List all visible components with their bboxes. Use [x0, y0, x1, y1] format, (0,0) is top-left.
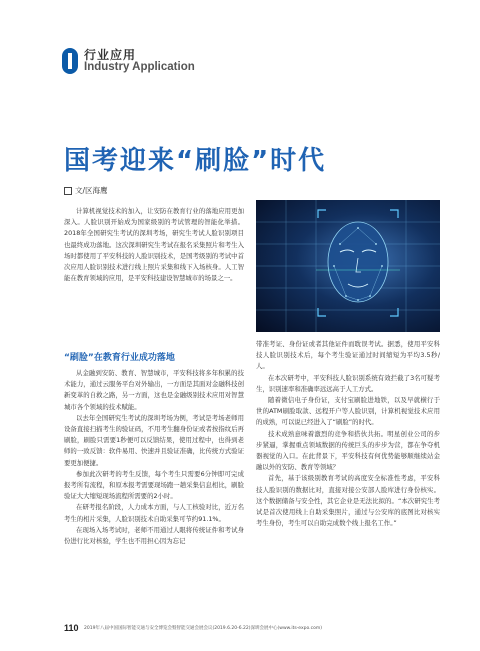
section-heading: “刷脸”在教育行业成功落地 [64, 353, 175, 363]
byline-author: 文/区海鹰 [75, 186, 108, 195]
paragraph: 计算机视觉技术的加入，让安防在教育行业的落地应用更加深入。人脸识别开始成为国家级别的考试管理的智能化举措。2018年全国研究生考试的深圳考场，研究生考试人脸识别项目也最终成功落地。这次深圳研究生考试在报名采集照片和考生入场时都使用了平安科技的人脸识别技术，是国考级别的考试中首次应用人脸识别技术进行线上照片采集和线下入场核身。人工智能在教育领域的应用，是平安科技建设智慧城市的场景之一。 [64, 207, 244, 283]
section-title-cn: 行业应用 [84, 48, 137, 62]
paragraph: 首先，基于该级别教育考试的高度安全标准性考虑，平安科技人脸识别的数据比对，直接对接公安部人脸库进行身份核实。这个数据储备与安全性，其它企业是无法比拟的。“本次研究生考试是首次使用线上自助采集照片，通过与公安库的底图比对核实考生身份，考生可以自助完成数个线上报名工作。” [256, 474, 440, 528]
face-scan-icon [256, 200, 440, 332]
paragraph: 在本次研考中，平安科技人脸识别系统有效拦截了3名可疑考生，识别速率和准确率远远高于人工方式。 [256, 373, 440, 393]
article-title: 国考迎来“刷脸”时代 [64, 146, 327, 176]
section-header [62, 46, 202, 78]
byline [64, 185, 108, 196]
face-recognition-image [256, 200, 440, 332]
page-number: 110 [64, 623, 79, 633]
byline-box-icon [64, 187, 72, 195]
footer-publication: 2019年八届中国国际智能交通与安全博览会暨智能交通会展会议(2019.6.20-6.22)深圳会展中心(www.its-expo.com) [84, 626, 322, 631]
right-column [256, 339, 440, 529]
paragraph: 参加此次研考的考生反馈，每个考生只需要6分钟即可完成报考所有流程，和原本报考需要现场跑一趟采集信息相比，刷脸验证大大缩短现场流程所需要的2小时。 [64, 469, 244, 501]
paragraph: 以去年全国研究生考试的深圳考场为例，考试是考场老师用设备直接扫描考生的验证码，不用考生翻身份证或者按指纹后再刷脸，刷脸只需要1秒便可以反馈结果，使用过程中，也得到老师的一致反馈：软件易用、快速并且验证准确，比传统方式验证要更加便捷。 [64, 413, 244, 467]
paragraph: 在现场入场考试时，老师不用通过人眼将传统证件和考试身份进行比对核验，学生也不用担心因为忘记 [64, 525, 244, 546]
section-title-en: Industry Application [84, 61, 195, 73]
left-column [64, 368, 244, 547]
paragraph: 技术成熟意味着激烈的竞争和搭伙共拓。明星创业公司的步步紧逼，掌握重点领域数据的传统巨头的步步为营，都在争夺机器视觉的入口。在此背景下，平安科技有何优势能够顺继续站金融以外的安防、教育等领域？ [256, 429, 440, 472]
paragraph: 在研考报名阶段，人力成本方面，与人工核验对比，近万名考生的相片采集，人脸识别技术自助采集可节约91.1%。 [64, 503, 244, 523]
paragraph: 从金融到安防、教育、智慧城市，平安科技将多年积累的技术能力，通过云服务平台对外输出，一方面是其面对金融科技创新变革的自救之路，另一方面，这也是金融级别技术应用对智慧城市各个领域的技术赋能。 [64, 369, 244, 411]
intro-column [64, 206, 244, 284]
paragraph: 随着微信电子身份证，支付宝刷脸进地铁，以及早就横行于世的ATM刷脸取款、远程开户等人脸识别，计算机视觉技术应用的成熟，可以说已经进入了“刷脸”的时代。 [256, 396, 440, 427]
paragraph: 带准考证、身份证或者其他证件而耽误考试。据悉，使用平安科技人脸识别技术后，每个考生验证通过时间缩短为平均3.5秒/人。 [256, 340, 440, 371]
section-badge-icon [62, 48, 78, 74]
